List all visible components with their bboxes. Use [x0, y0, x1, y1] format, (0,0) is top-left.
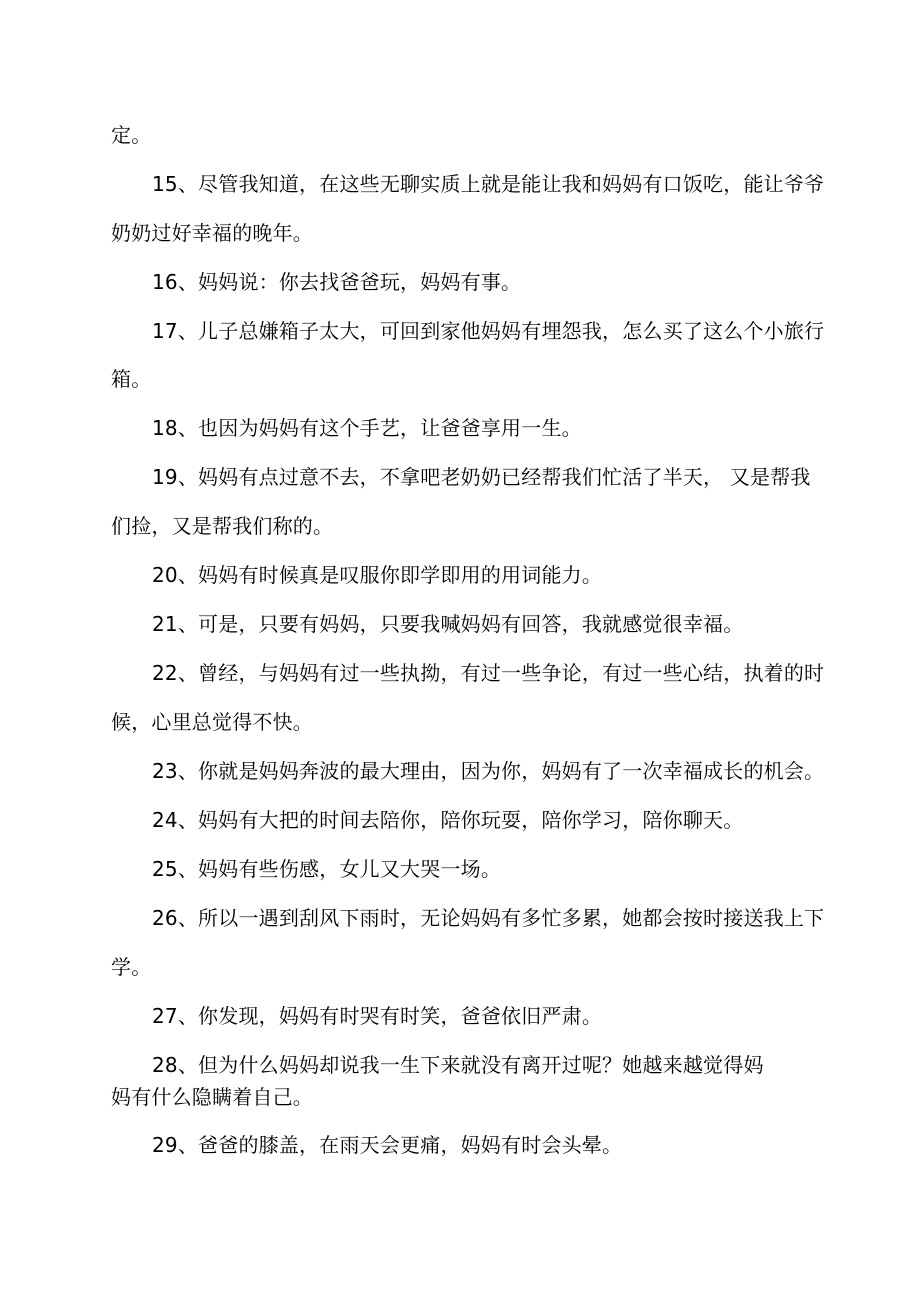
- text-line: 15、尽管我知道，在这些无聊实质上就是能让我和妈妈有口饭吃，能让爷爷: [152, 172, 825, 196]
- text-line: 16、妈妈说：你去找爸爸玩，妈妈有事。: [152, 270, 522, 294]
- text-line: 妈有什么隐瞒着自己。: [111, 1085, 313, 1109]
- text-line: 23、你就是妈妈奔波的最大理由，因为你，妈妈有了一次幸福成长的机会。: [152, 759, 825, 783]
- text-line: 22、曾经，与妈妈有过一些执拗，有过一些争论，有过一些心结，执着的时: [152, 661, 825, 685]
- text-line: 们捡，又是帮我们称的。: [111, 514, 334, 538]
- text-line: 25、妈妈有些伤感，女儿又大哭一场。: [152, 857, 502, 881]
- text-line: 24、妈妈有大把的时间去陪你，陪你玩耍，陪你学习，陪你聊天。: [152, 808, 744, 832]
- text-line: 20、妈妈有时候真是叹服你即学即用的用词能力。: [152, 563, 603, 587]
- text-line: 28、但为什么妈妈却说我一生下来就没有离开过呢？她越来越觉得妈: [152, 1053, 764, 1077]
- text-line: 候，心里总觉得不快。: [111, 710, 313, 734]
- text-line: 18、也因为妈妈有这个手艺，让爸爸享用一生。: [152, 416, 582, 440]
- text-line: 27、你发现，妈妈有时哭有时笑，爸爸依旧严肃。: [152, 1004, 603, 1028]
- text-line: 19、妈妈有点过意不去，不拿吧老奶奶已经帮我们忙活了半天， 又是帮我: [152, 465, 811, 489]
- text-line: 21、可是，只要有妈妈，只要我喊妈妈有回答，我就感觉很幸福。: [152, 612, 744, 636]
- text-line: 29、爸爸的膝盖，在雨天会更痛，妈妈有时会头晕。: [152, 1133, 623, 1157]
- text-line: 26、所以一遇到刮风下雨时，无论妈妈有多忙多累，她都会按时接送我上下: [152, 906, 825, 930]
- text-line: 17、儿子总嫌箱子太大，可回到家他妈妈有埋怨我，怎么买了这么个小旅行: [152, 319, 825, 343]
- text-line: 定。: [111, 123, 152, 147]
- text-line: 奶奶过好幸福的晚年。: [111, 221, 313, 245]
- text-line: 学。: [111, 955, 152, 979]
- text-line: 箱。: [111, 367, 152, 391]
